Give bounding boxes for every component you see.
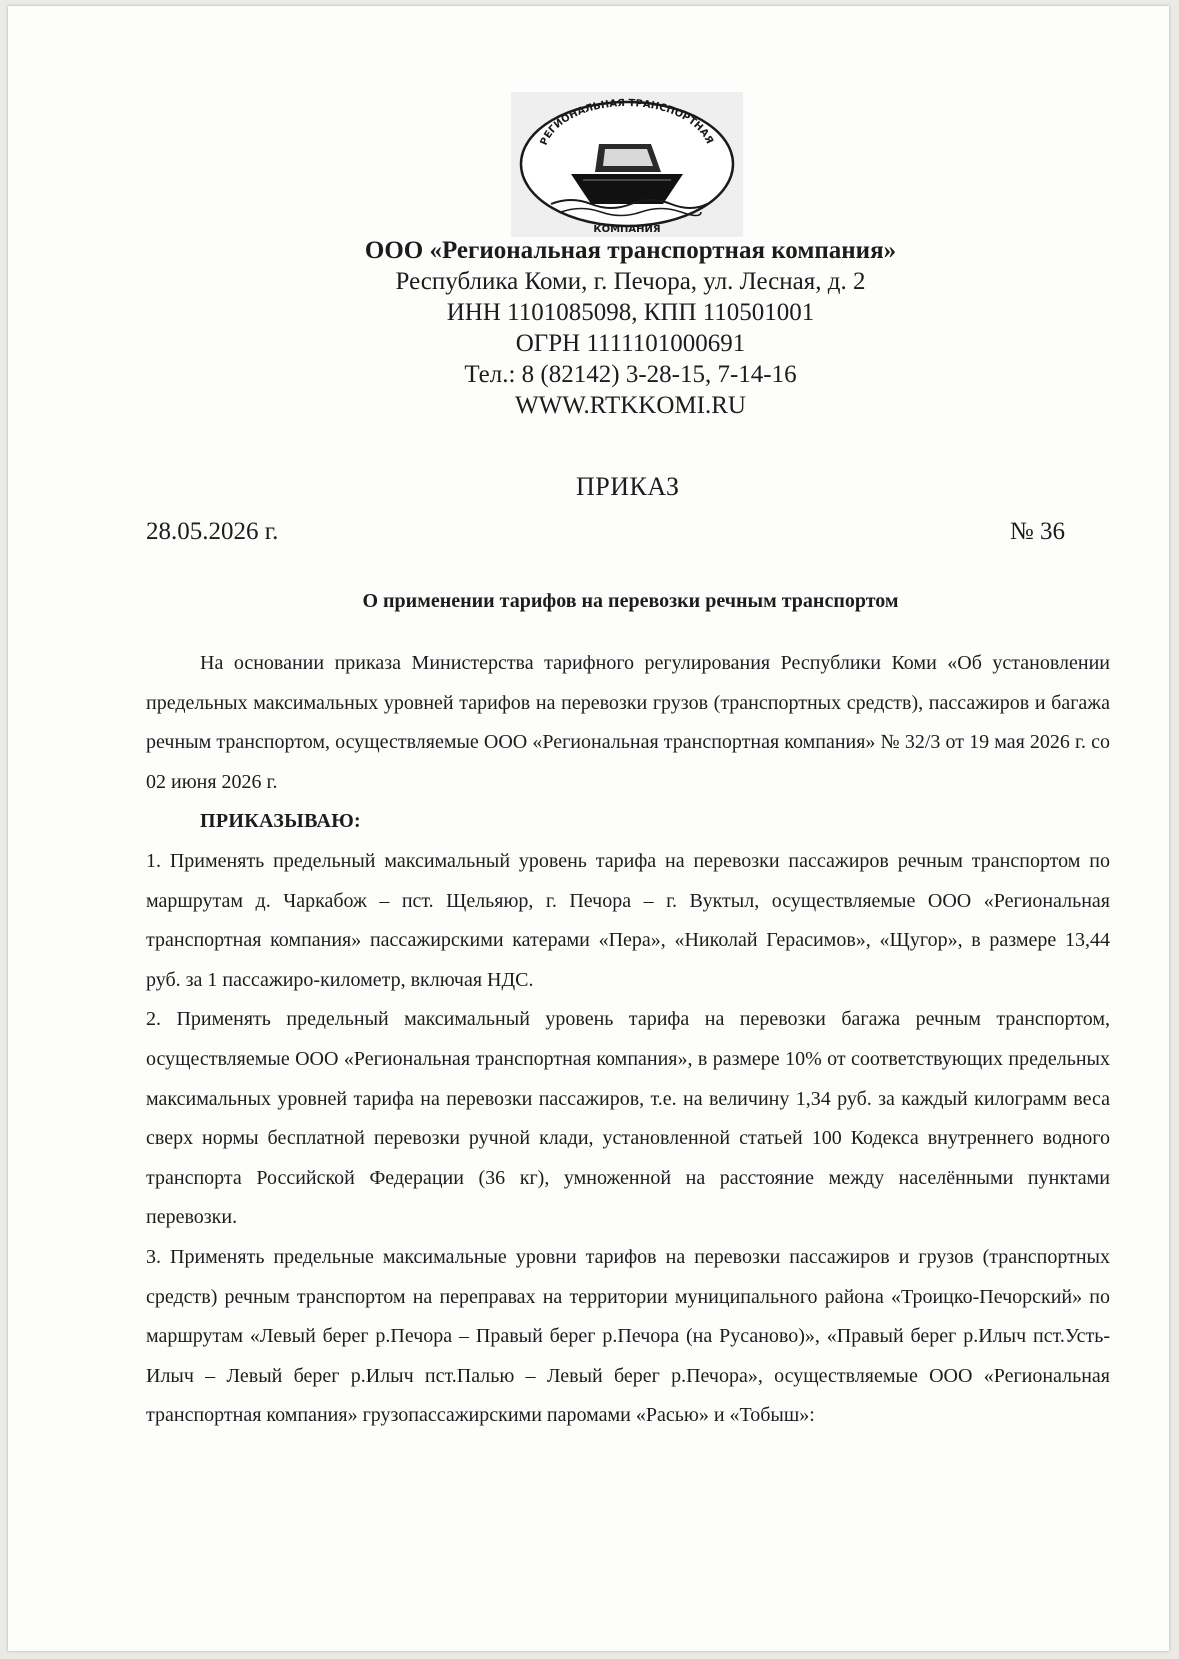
- company-inn-kpp: ИНН 1101085098, КПП 110501001: [446, 299, 815, 326]
- document-title: ПРИКАЗ: [576, 472, 680, 501]
- logo-text-top: РЕГИОНАЛЬНАЯ ТРАНСПОРТНАЯ: [538, 97, 715, 148]
- document-body: [146, 644, 1110, 1436]
- order-heading: ПРИКАЗЫВАЮ:: [200, 810, 361, 833]
- order-item-1: 1. Применять предельный максимальный уровень тарифа на перевозки пассажиров речным транспортом по маршрутам д. Чаркабож – пст. Щельяюр, г. Печора – г. Вуктыл, осуществляемые ООО «Региональная транспортная компания» пассажирскими катерами «Пера», «Николай Герасимов», «Щугор», в размере 13,44 руб. за 1 пассажиро-километр, включая НДС.: [146, 849, 1110, 991]
- document-number: № 36: [1009, 518, 1065, 545]
- order-item-3: 3. Применять предельные максимальные уровни тарифов на перевозки пассажиров и грузов (транспортных средств) речным транспортом на переправах на территории муниципального района «Троицко-Печорский» по маршрутам «Левый берег р.Печора – Правый берег р.Печора (на Русаново)», «Правый берег р.Илыч пст.Усть-Илыч – Левый берег р.Илыч пст.Палью – Левый берег р.Печора», осуществляемые ООО «Региональная транспортная компания» грузопассажирскими паромами «Расью» и «Тобыш»:: [146, 1245, 1110, 1427]
- company-address: Республика Коми, г. Печора, ул. Лесная, д. 2: [395, 268, 866, 295]
- company-name: ООО «Региональная транспортная компания»: [364, 237, 897, 264]
- company-header: [8, 235, 1179, 421]
- logo-text-bottom: КОМПАНИЯ: [593, 224, 661, 235]
- company-ogrn: ОГРН 1111101000691: [515, 330, 746, 357]
- company-phone: Тел.: 8 (82142) 3-28-15, 7-14-16: [464, 361, 797, 388]
- document-page: [8, 6, 1169, 1651]
- intro-paragraph: На основании приказа Министерства тарифного регулирования Республики Коми «Об установлении предельных максимальных уровней тарифов на перевозки грузов (транспортных средств), пассажиров и багажа речным транспортом, осуществляемые ООО «Региональная транспортная компания» № 32/3 от 19 мая 2026 г. со 02 июня 2026 г.: [146, 652, 1110, 793]
- ship-emblem-icon: [511, 92, 743, 237]
- document-date: 28.05.2026 г.: [146, 518, 279, 545]
- order-item-2: 2. Применять предельный максимальный уровень тарифа на перевозки багажа речным транспортом, осуществляемые ООО «Региональная транспортная компания», в размере 10% от соответствующих предельных максимальных уровней тарифа на перевозки пассажиров, т.е. на величину 1,34 руб. за каждый килограмм веса сверх нормы бесплатной перевозки ручной клади, установленной статьей 100 Кодекса внутреннего водного транспорта Российской Федерации (36 кг), умноженной на расстояние между населёнными пунктами перевозки.: [146, 1008, 1110, 1229]
- company-website: WWW.RTKKOMI.RU: [515, 392, 746, 419]
- company-logo: [511, 92, 743, 237]
- document-subject: О применении тарифов на перевозки речным транспортом: [362, 590, 899, 612]
